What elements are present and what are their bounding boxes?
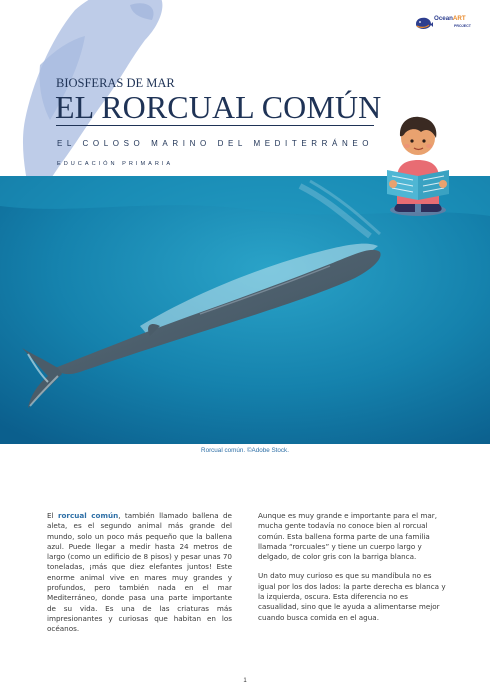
logo-subtext: PROJECT	[454, 24, 471, 28]
article-column-left	[47, 511, 232, 635]
logo-wordmark: OceanART	[434, 15, 466, 22]
child-reading-illustration	[383, 108, 453, 218]
intro-paragraph: El rorcual común, también llamado ballena de aleta, es el segundo animal más grande del mundo, solo un poco más pequeño que la ballena azul. Puede llegar a medir hasta 24 metros de largo (como un edificio de 8 pisos) y pesar unas 70 toneladas, ¡más que diez elefantes juntos! Este enorme animal vive en mares muy grandes y profundos, pero también nada en el mar Mediterráneo, donde pasa una parte importante de su vida. Es una de las criaturas más impresionantes y curiosas que habitan en los océanos.	[47, 511, 232, 634]
photo-caption: Rorcual común. ©Adobe Stock.	[201, 447, 289, 454]
whale-icon	[414, 14, 434, 32]
paragraph-jaw-fact: Un dato muy curioso es que su mandíbula no es igual por los dos lados: la parte derecha es blanca y la izquierda, oscura. Esta diferencia no es casualidad, sino que le ayuda a alimentarse mejor cuando busca comida en el agua.	[258, 571, 446, 622]
page-number: 1	[243, 678, 247, 684]
highlight-term: rorcual común	[57, 511, 119, 520]
brand-logo	[414, 12, 476, 34]
page-title: EL RORCUAL COMÚN	[55, 89, 382, 125]
title-divider	[56, 125, 374, 126]
paragraph-description: Aunque es muy grande e importante para el mar, mucha gente todavía no conoce bien al rorcual común. Esta ballena forma parte de una familia llamada “rorcuales” y tiene un cuerpo largo y delgado, de color gris con la barriga blanca.	[258, 511, 438, 562]
audience-tag: EDUCACIÓN PRIMARIA	[57, 161, 174, 167]
section-kicker: BIOSFERAS DE MAR	[56, 76, 175, 90]
article-column-right	[258, 511, 446, 623]
page-subtitle: EL COLOSO MARINO DEL MEDITERRÁNEO	[57, 139, 374, 148]
